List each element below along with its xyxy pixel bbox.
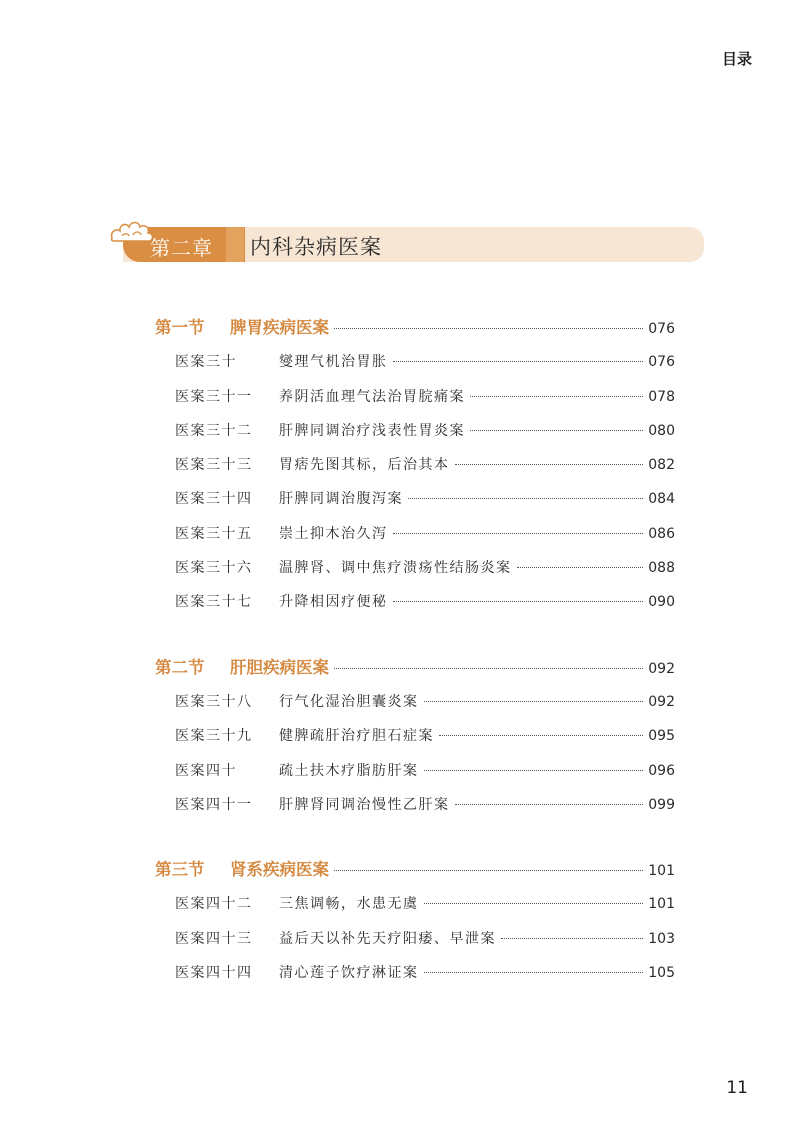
toc-entry[interactable]: [155, 719, 675, 753]
dot-leader: [424, 903, 644, 904]
dot-leader: [424, 701, 644, 702]
dot-leader: [455, 464, 644, 465]
case-page-number: 099: [648, 796, 675, 813]
case-label: 医案三十九: [175, 728, 253, 745]
dot-leader: [393, 601, 644, 602]
section-title: 肝胆疾病医案: [230, 657, 329, 677]
section-title: 肾系疾病医案: [230, 860, 329, 880]
toc-entry[interactable]: [155, 345, 675, 379]
case-label: 医案三十三: [175, 457, 253, 474]
toc-entry[interactable]: [155, 887, 675, 921]
case-title: 升降相因疗便秘: [279, 594, 388, 611]
case-page-number: 096: [648, 762, 675, 779]
case-title: 行气化湿治胆囊炎案: [279, 693, 419, 710]
chapter-banner: [108, 220, 704, 268]
case-title: 清心莲子饮疗淋证案: [279, 965, 419, 982]
dot-leader: [424, 972, 644, 973]
case-label: 医案三十一: [175, 388, 253, 405]
case-page-number: 090: [648, 594, 675, 611]
dot-leader: [334, 870, 643, 871]
dot-leader: [424, 770, 644, 771]
section-heading[interactable]: [155, 311, 675, 345]
case-title: 健脾疏肝治疗胆石症案: [279, 728, 434, 745]
toc-entry[interactable]: [155, 685, 675, 719]
toc-entry[interactable]: [155, 956, 675, 990]
case-label: 医案三十五: [175, 525, 253, 542]
case-page-number: 082: [648, 457, 675, 474]
case-title: 胃痞先图其标，后治其本: [279, 457, 450, 474]
toc-section: [155, 311, 675, 620]
toc-entry[interactable]: [155, 788, 675, 822]
toc-entry[interactable]: [155, 448, 675, 482]
section-page-number: 092: [648, 660, 675, 677]
dot-leader: [455, 804, 644, 805]
case-label: 医案三十四: [175, 491, 253, 508]
toc-entry[interactable]: [155, 380, 675, 414]
toc-entry[interactable]: [155, 414, 675, 448]
case-page-number: 086: [648, 525, 675, 542]
running-header: 目录: [721, 50, 752, 68]
dot-leader: [393, 533, 644, 534]
dot-leader: [408, 498, 643, 499]
case-label: 医案三十八: [175, 693, 253, 710]
case-page-number: 076: [648, 354, 675, 371]
section-heading[interactable]: [155, 853, 675, 887]
chapter-number: 第二章: [150, 236, 213, 260]
case-page-number: 095: [648, 728, 675, 745]
section-page-number: 101: [648, 863, 675, 880]
section-label: 第一节: [155, 318, 205, 337]
chapter-banner-tab-edge: [226, 227, 244, 262]
table-of-contents: [155, 311, 675, 1021]
case-label: 医案四十一: [175, 796, 253, 813]
case-title: 肝脾同调治疗浅表性胃炎案: [279, 422, 465, 439]
section-label: 第三节: [155, 860, 205, 880]
toc-entry[interactable]: [155, 482, 675, 516]
toc-entry[interactable]: [155, 922, 675, 956]
section-page-number: 076: [648, 321, 675, 337]
case-title: 三焦调畅，水患无虞: [279, 896, 419, 913]
case-label: 医案三十: [175, 354, 237, 371]
case-page-number: 101: [648, 896, 675, 913]
dot-leader: [470, 430, 643, 431]
dot-leader: [517, 567, 644, 568]
case-label: 医案四十二: [175, 896, 253, 913]
toc-section: [155, 651, 675, 822]
case-label: 医案三十二: [175, 422, 253, 439]
page-number: 11: [726, 1078, 748, 1098]
dot-leader: [470, 396, 643, 397]
case-page-number: 078: [648, 388, 675, 405]
dot-leader: [334, 328, 643, 329]
case-label: 医案四十三: [175, 930, 253, 947]
case-label: 医案三十六: [175, 560, 253, 577]
section-title: 脾胃疾病医案: [230, 318, 329, 337]
case-label: 医案三十七: [175, 594, 253, 611]
toc-entry[interactable]: [155, 517, 675, 551]
dot-leader: [393, 361, 644, 362]
toc-entry[interactable]: [155, 551, 675, 585]
case-page-number: 103: [648, 930, 675, 947]
dot-leader: [439, 735, 643, 736]
toc-entry[interactable]: [155, 754, 675, 788]
dot-leader: [334, 668, 643, 669]
section-label: 第二节: [155, 657, 205, 677]
case-title: 肝脾同调治腹泻案: [279, 491, 403, 508]
case-page-number: 092: [648, 693, 675, 710]
case-title: 益后天以补先天疗阳痿、早泄案: [279, 930, 496, 947]
case-title: 养阴活血理气法治胃脘痛案: [279, 388, 465, 405]
case-title: 疏土扶木疗脂肪肝案: [279, 762, 419, 779]
auspicious-cloud-icon: [108, 216, 156, 246]
case-title: 崇土抑木治久泻: [279, 525, 388, 542]
case-label: 医案四十: [175, 762, 237, 779]
case-page-number: 105: [648, 965, 675, 982]
case-page-number: 084: [648, 491, 675, 508]
dot-leader: [501, 938, 643, 939]
case-title: 温脾肾、调中焦疗溃疡性结肠炎案: [279, 560, 512, 577]
toc-entry[interactable]: [155, 585, 675, 619]
section-heading[interactable]: [155, 651, 675, 685]
case-title: 燮理气机治胃胀: [279, 354, 388, 371]
case-title: 肝脾肾同调治慢性乙肝案: [279, 796, 450, 813]
case-label: 医案四十四: [175, 965, 253, 982]
case-page-number: 088: [648, 560, 675, 577]
chapter-title: 内科杂病医案: [250, 235, 382, 259]
case-page-number: 080: [648, 422, 675, 439]
toc-section: [155, 853, 675, 990]
